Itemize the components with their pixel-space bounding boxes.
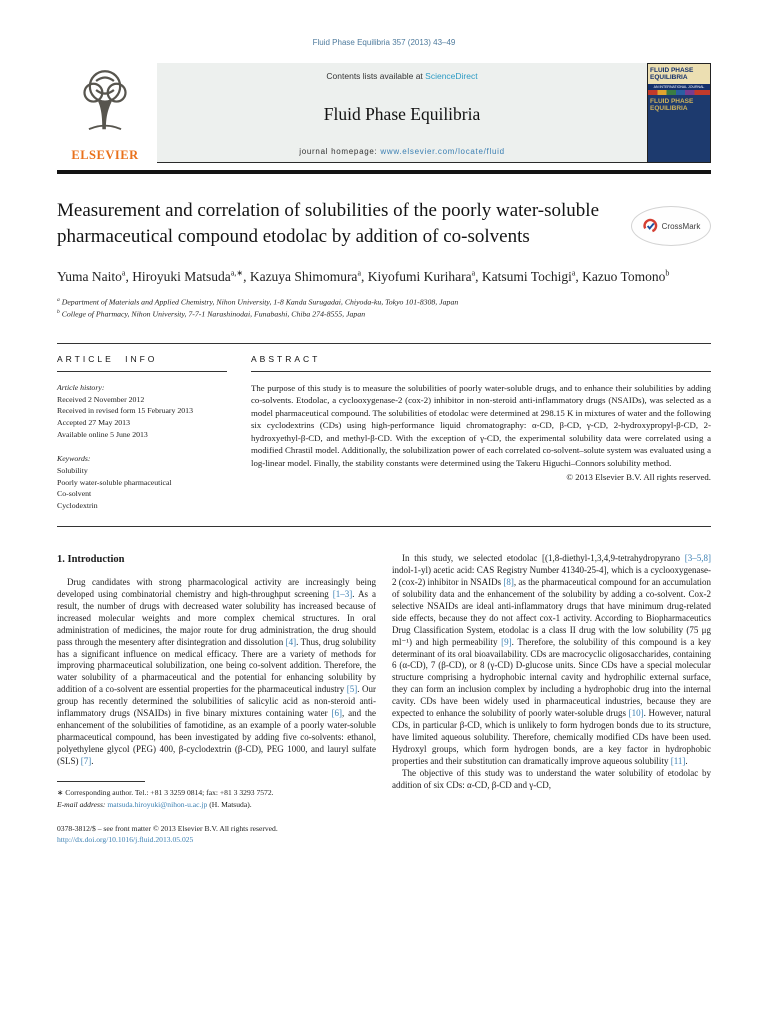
intro-paragraph-2: In this study, we selected etodolac [(1,8-diethyl-1,3,4,9-tetrahydropyrano [3–5,8] indol-1-yl) acetic acid: CAS Registry Number 41340-25-4], which is a cyclooxygenase-2 (cox-2) inhibitor in NSAIDs [8], as the pharmaceutical compound for an accumulation of solubility data and the enhancement of the solubility by adding a co-solvent. Cox-2 selective NSAIDs are ideal anti-inflammatory drugs that have minimum drug-related side effects, because they do not affect cox-1 activity. According to Biopharmaceutics Drug Classification System, etodolac is a class II drug with the low solubility (75 μg ml⁻¹) and high permeability [9]. Therefore, the solubility of this compound is a key determinant of its oral bioavailability. CDs are macrocyclic oligosaccharides, containing 6 (α-CD), 7 (β-CD), or 8 (γ-CD) D-glucose units. Since CDs have a special molecular structure comprising a hydrophobic internal cavity and hydrophilic external surface, they can form an inclusion complex by including a hydrophobic drug into the internal cavity. CDs have been widely used in pharmaceutical industries, because they are expected to enhance the solubility of poorly water-soluble drugs [10]. However, natural CDs, in particular β-CD, which is unlikely to form hydrogen bonds due to its structure, have limited aqueous solubility. Therefore, chemically modified CDs have been used. Hydroxyl groups, which form hydrogen bonds, are a key factor in hydrophobic properties and their substitution can dramatically improve aqueous solubility [11]. <box>392 552 711 767</box>
corresponding-author-footnote: ∗ Corresponding author. Tel.: +81 3 3259 0814; fax: +81 3 3293 7572. <box>57 788 274 798</box>
abstract-column <box>251 352 711 512</box>
author: Katsumi Tochigi$^a$, <box>481 268 583 285</box>
crossmark-badge[interactable] <box>631 206 711 246</box>
affiliation: $^a$ Department of Materials and Applied Chemistry, Nihon University, 1-8 Kanda Surugadai, Chiyoda-ku, Tokyo 101-8308, Japan <box>57 296 459 307</box>
homepage-label: journal homepage: <box>299 147 381 156</box>
keyword: Co-solvent <box>57 489 92 499</box>
history-item: Available online 5 June 2013 <box>57 429 148 439</box>
history-item: Received in revised form 15 February 2013 <box>57 406 193 416</box>
issn-line: 0378-3812/$ – see front matter © 2013 Elsevier B.V. All rights reserved. <box>57 823 278 833</box>
sciencedirect-link[interactable]: ScienceDirect <box>425 71 478 81</box>
keywords-label: Keywords: <box>57 454 91 464</box>
journal-cover-thumbnail[interactable] <box>647 63 711 163</box>
contents-prefix: Contents lists available at <box>326 71 426 81</box>
abstract-heading: ABSTRACT <box>251 352 711 372</box>
abstract-text: The purpose of this study is to measure the solubilities of poorly water-soluble drugs, and to enhance their solubilities by adding co-solvents. Etodolac, a cyclooxygenase-2 (cox-2) inhibitor in non-steroid anti-inflammatory drugs (NSAIDs), was selected as a model pharmaceutical compound. The solubilities of etodolac were determined at 298.15 K in mixtures of water and the following six cyclodextrins (CDs) using high-performance liquid chromatography: α-CD, β-CD, γ-CD, 2-hydroxypropyl-β-CD, 2-hydroxyethyl-β-CD, and methyl-β-CD. With the exception of γ-CD, the experimental solubility data were correlated using a modified Chrastil model. Additionally, the solubilization power of each correlated co-solvent–solute system was evaluated using a log-linear model. Finally, the stability constants were determined using the Takeru Higuchi–Connors solubility method. <box>251 382 711 468</box>
keyword: Poorly water-soluble pharmaceutical <box>57 477 172 487</box>
crossmark-label: CrossMark <box>661 221 701 231</box>
email-link[interactable]: matsuda.hiroyuki@nihon-u.ac.jp <box>107 799 208 809</box>
author: Hiroyuki Matsuda$^{a,∗}$, <box>132 268 250 285</box>
email-suffix: (H. Matsuda). <box>207 799 252 809</box>
elsevier-logo <box>57 63 157 163</box>
author-list <box>57 267 711 287</box>
running-head-citation: Fluid Phase Equilibria 357 (2013) 43–49 <box>312 38 456 47</box>
left-column <box>57 553 376 846</box>
author: Kazuo Tomono$^b$ <box>582 268 670 285</box>
article-info-column <box>57 352 227 512</box>
journal-title: Fluid Phase Equilibria <box>323 103 481 124</box>
affiliations <box>57 296 711 321</box>
journal-homepage-line <box>163 147 641 156</box>
author: Kiyofumi Kurihara$^a$, <box>367 268 482 285</box>
contents-list-line <box>163 71 641 81</box>
cover-subtitle: AN INTERNATIONAL JOURNAL <box>648 84 710 90</box>
article-history-label: Article history: <box>57 382 105 392</box>
footnote-divider <box>57 781 145 782</box>
elsevier-tree-icon <box>76 65 134 131</box>
homepage-link[interactable]: www.elsevier.com/locate/fluid <box>380 147 505 156</box>
history-item: Accepted 27 May 2013 <box>57 417 130 427</box>
abstract-copyright: © 2013 Elsevier B.V. All rights reserved. <box>566 472 711 483</box>
email-label: E-mail address: <box>57 799 106 809</box>
intro-paragraph-3: The objective of this study was to understand the water solubility of etodolac by addition of six CDs: α-CD, β-CD and γ-CD, <box>392 768 711 791</box>
history-item: Received 2 November 2012 <box>57 394 145 404</box>
author: Kazuya Shimomura$^a$, <box>249 268 368 285</box>
article-title: Measurement and correlation of solubilities of the poorly water-soluble pharmaceutical compound etodolac by addition of co-solvents <box>57 200 600 247</box>
cover-title: FLUID PHASE EQUILIBRIA <box>650 67 694 82</box>
info-abstract-section <box>57 343 711 527</box>
masthead-center <box>157 63 647 163</box>
article-body <box>57 553 711 846</box>
email-footnote <box>57 799 376 810</box>
author: Yuma Naito$^a$, <box>57 268 133 285</box>
journal-masthead <box>57 63 711 163</box>
masthead-divider <box>57 170 711 174</box>
intro-paragraph-1: Drug candidates with strong pharmacological activity are increasingly being developed using combinatorial chemistry and high-throughput screening [1–3]. As a result, the number of drugs with decreased water solubility has increased because of increased molecular weights and more complex chemical structures. In oral administration of medicines, the major route for drug administration, the drug should pass through the mesentery after disintegration and dissolution [4]. Thus, drug solubility has a significant influence on medical efficacy. There are a variety of methods for improving pharmaceutical solubilization, one being co-solvent addition. Therefore, the water solubility of a pharmaceutical and the potential for enhancing solubility by addition of a co-solvent are essential properties for the pharmaceutical industry [5]. Our group has recently determined the solubilities of salicylic acid as non-steroid anti-inflammatory drugs (NSAIDs) in five binary mixtures containing water [6], and the enhancement of the solubilities of famotidine, as an example of a poorly water-soluble pharmaceutical compound, has been investigated by adding five co-solvents: ethanol, polyethylene glycol (PEG) 400, β-cyclodextrin (β-CD), PEG 1000, and lauryl sulfate (SLS) [7]. <box>57 576 377 767</box>
right-column <box>392 553 711 846</box>
cover-title-repeat: FLUID PHASE EQUILIBRIA <box>648 95 710 162</box>
section-heading-introduction: 1. Introduction <box>57 553 125 565</box>
doi-link[interactable]: http://dx.doi.org/10.1016/j.fluid.2013.05.025 <box>57 835 194 845</box>
elsevier-wordmark: ELSEVIER <box>71 148 139 162</box>
keyword: Solubility <box>57 466 88 475</box>
keyword: Cyclodextrin <box>57 501 98 511</box>
crossmark-icon <box>642 218 658 234</box>
affiliation: $^b$ College of Pharmacy, Nihon University, 7-7-1 Narashinodai, Funabashi, Chiba 274-8555, Japan <box>57 309 366 319</box>
article-info-heading: ARTICLE INFO <box>57 352 227 372</box>
publication-footer <box>57 823 376 846</box>
